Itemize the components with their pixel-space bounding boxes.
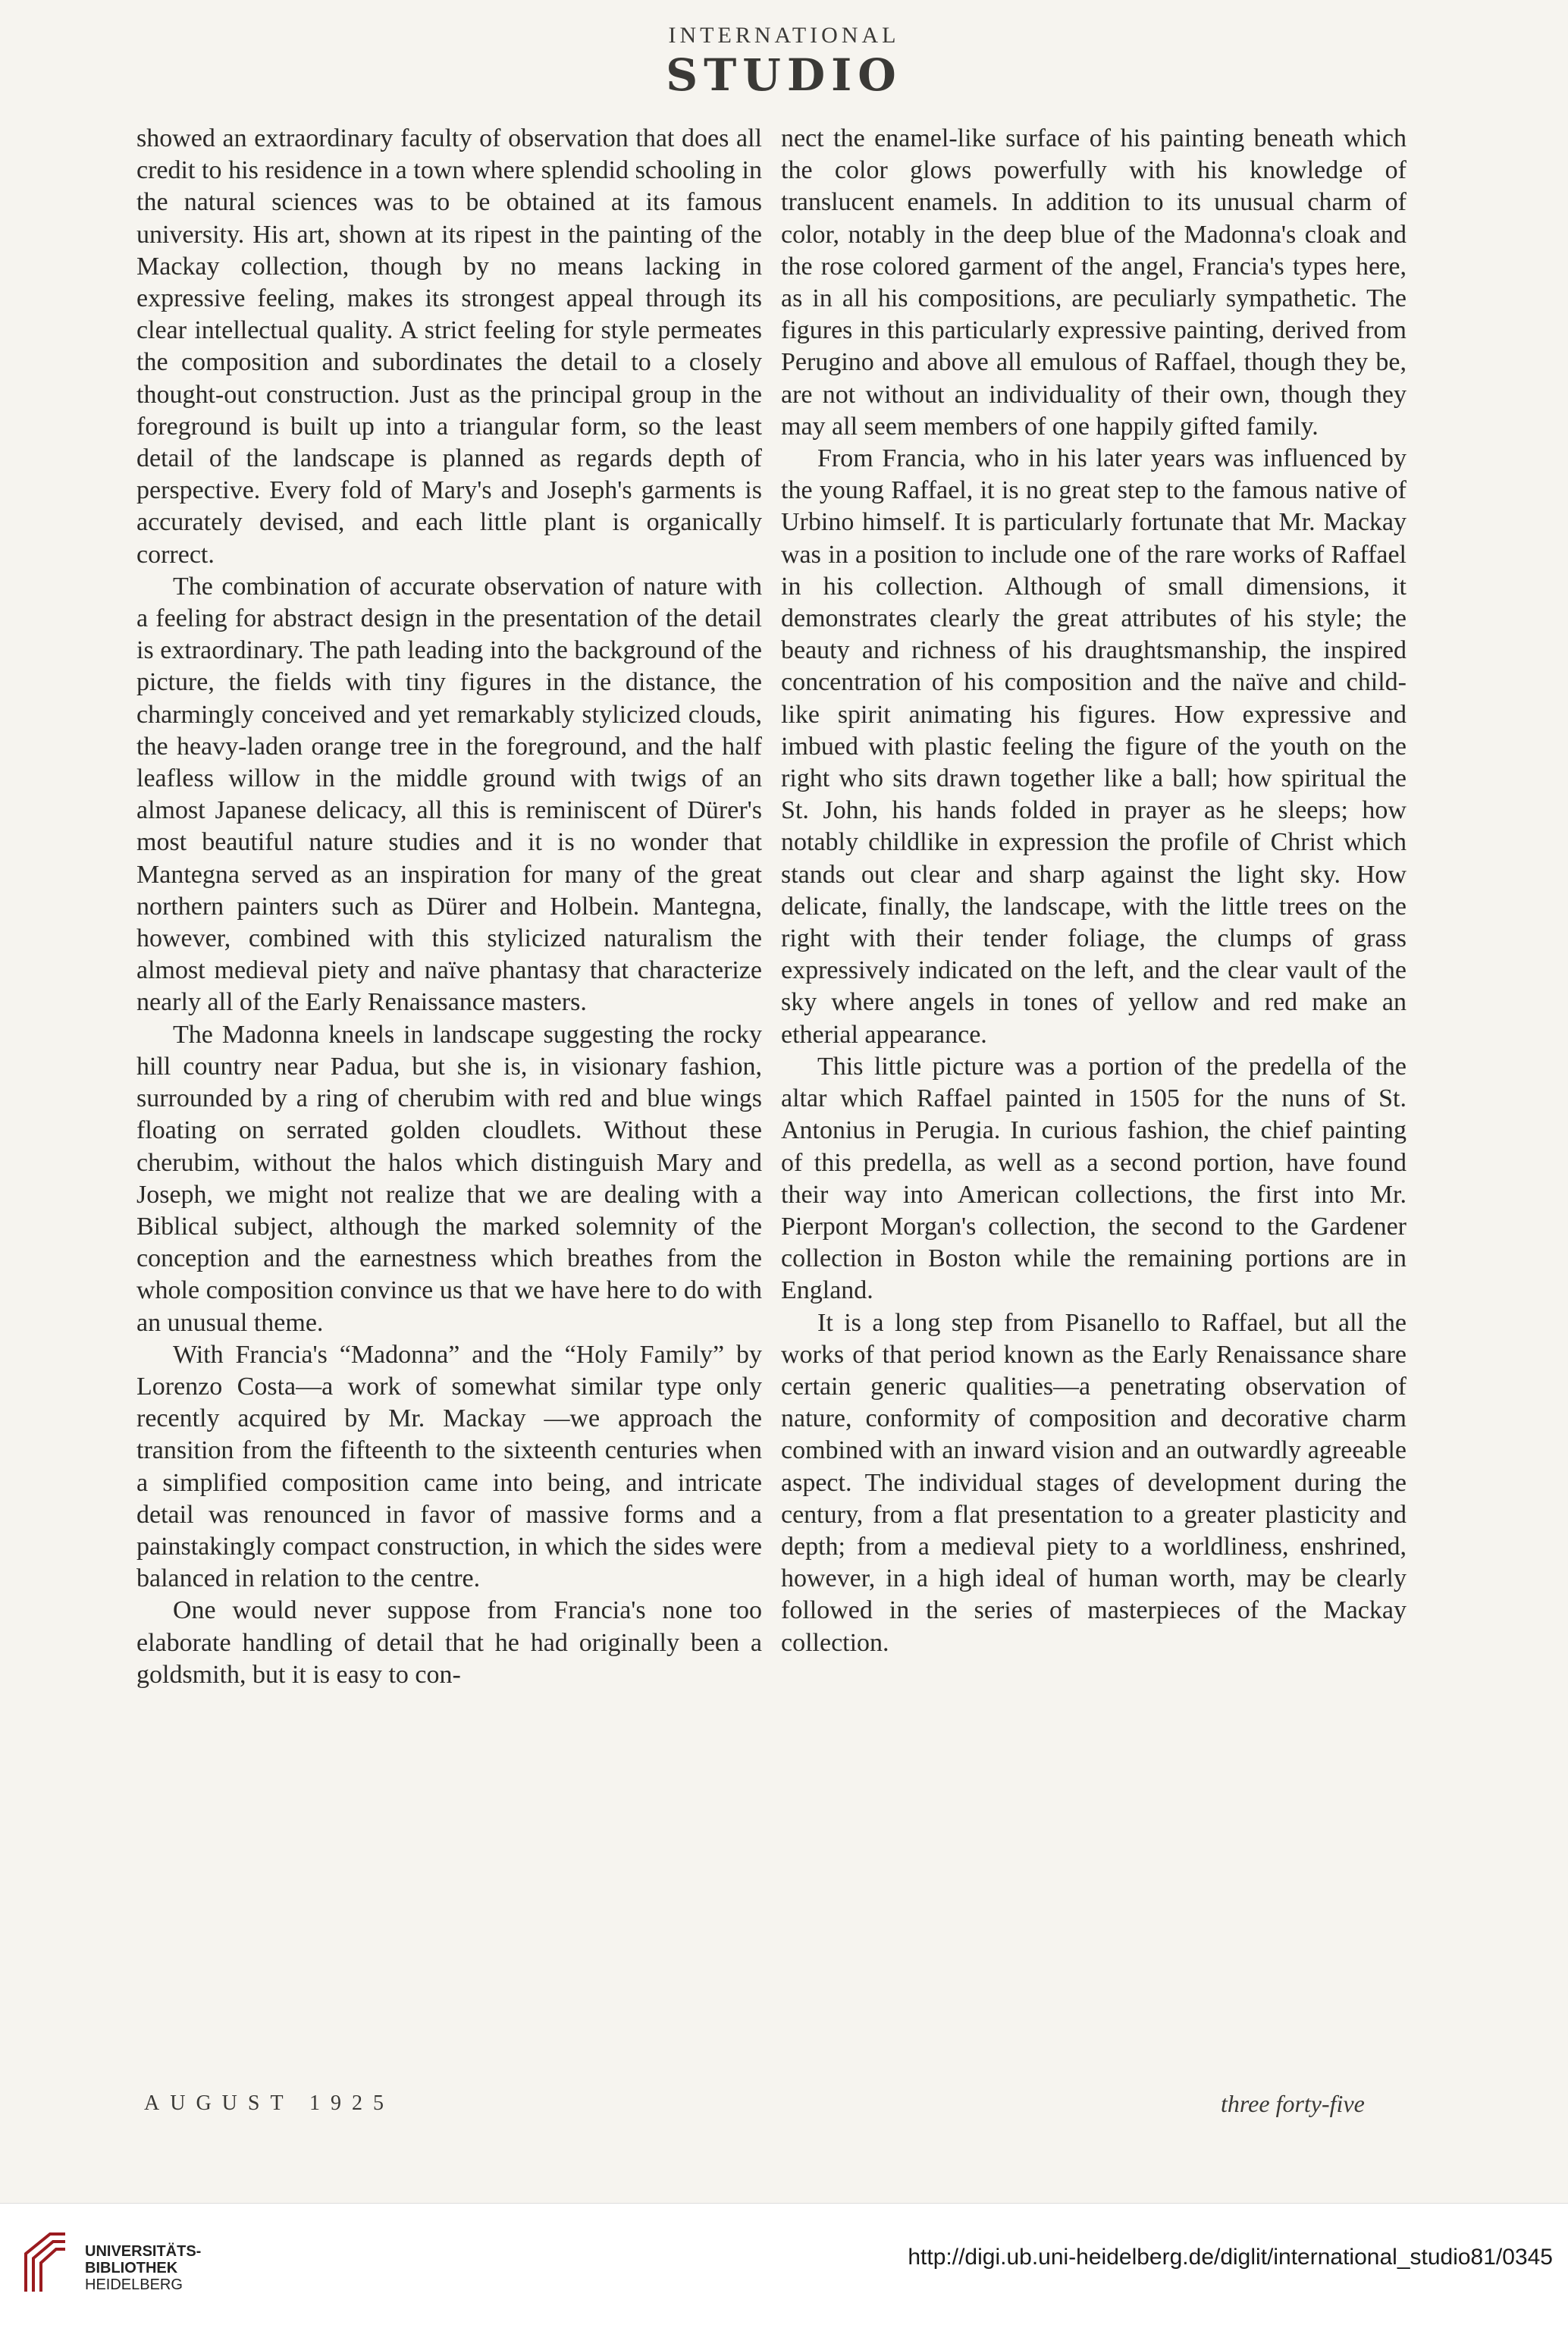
- paragraph: This little picture was a portion of the predella of the altar which Raffael painted in 1505 for the nuns of St. Antonius in Perugia. In curious fashion, the chief painting of this predella, as well as a second portion, have found their way into American collections, the first into Mr. Pierpont Morgan's collection, the second to the Gardener collection in Boston while the remaining portions are in England.: [781, 1052, 1406, 1305]
- masthead-international: INTERNATIONAL: [668, 23, 900, 48]
- paragraph: With Francia's “Madonna” and the “Holy Family” by Lorenzo Costa—a work of somewhat similar type only recently acquired by Mr. Mackay —we approach the transition from the fifteenth to the sixteenth centuries when a simplified composition came into being, and intricate detail was renounced in favor of massive forms and a painstakingly compact construction, in which the sides were balanced in relation to the centre.: [136, 1340, 762, 1593]
- paragraph: From Francia, who in his later years was influenced by the young Raffael, it is no great step to the famous native of Urbino himself. It is particularly fortunate that Mr. Mackay was in a position to include one of the rare works of Raffael in his collection. Although of small dimensions, it demonstrates clearly the great attributes of his style; the beauty and richness of his draughtsmanship, the inspired concentration of his composition and the naïve and child-like spirit animating his figures. How expressive and imbued with plastic feeling the figure of the youth on the right who sits drawn together like a ball; how spiritual the St. John, his hands folded in prayer as he sleeps; how notably childlike in expression the profile of Christ which stands out clear and sharp against the light sky. How delicate, finally, the landscape, with the little trees on the right with their tender foliage, the clumps of grass expressively indicated on the left, and the clear vault of the sky where angels in tones of yellow and red make an etherial appearance.: [781, 444, 1406, 1049]
- paragraph: The combination of accurate observation of nature with a feeling for abstract design in the presentation of the detail is extraordinary. The path leading into the background of the picture, the fields with tiny figures in the distance, the charmingly conceived and yet remarkably stylicized clouds, the heavy-laden orange tree in the foreground, and the half leafless willow in the middle ground with twigs of an almost Japanese delicacy, all this is reminiscent of Dürer's most beautiful nature studies and it is no wonder that Mantegna served as an inspiration for many of the great northern painters such as Dürer and Holbein. Mantegna, however, combined with this stylicized naturalism the almost medieval piety and naïve phantasy that characterize nearly all of the Early Renaissance masters.: [136, 572, 762, 1017]
- paragraph: It is a long step from Pisanello to Raffael, but all the works of that period known as the Early Renaissance share certain generic qualities—a penetrating observation of nature, conformity of composition and decorative charm combined with an inward vision and an outwardly agreeable aspect. The individual stages of development during the century, from a flat presentation to a greater plasticity and depth; from a medieval piety to a worldliness, enshrined, however, in a high ideal of human worth, may be clearly followed in the series of masterpieces of the Mackay collection.: [781, 1308, 1406, 1657]
- library-name: [85, 2243, 201, 2293]
- issue-date: AUGUST 1925: [144, 2091, 395, 2115]
- paragraph: showed an extraordinary faculty of observation that does all credit to his residence in a town where splendid schooling in the natural sciences was to be obtained at its famous university. His art, shown at its ripest in the painting of the Mackay collection, though by no means lacking in expressive feeling, makes its strongest appeal through its clear intellectual quality. A strict feeling for style permeates the composition and subordinates the detail to a closely thought-out construction. Just as the principal group in the foreground is built up into a triangular form, so the least detail of the landscape is planned as regards depth of perspective. Every fold of Mary's and Joseph's garments is accurately devised, and each little plant is organically correct.: [136, 124, 762, 569]
- library-name-line: HEIDELBERG: [85, 2276, 183, 2293]
- right-column: [781, 123, 1406, 1659]
- library-name-line: BIBLIOTHEK: [85, 2260, 178, 2276]
- paragraph: The Madonna kneels in landscape suggesting the rocky hill country near Padua, but she is, in visionary fashion, surrounded by a ring of cherubim with red and blue wings floating on serrated golden cloudlets. Without these cherubim, without the halos which distinguish Mary and Joseph, we might not realize that we are dealing with a Biblical subject, although the marked solemnity of the conception and the earnestness which breathes from the whole composition convince us that we have here to do with an unusual theme.: [136, 1020, 762, 1337]
- page-number: three forty-five: [1221, 2090, 1365, 2117]
- masthead-studio: STUDIO: [666, 49, 902, 101]
- library-name-line: UNIVERSITÄTS-: [85, 2243, 202, 2260]
- library-logo-icon: [20, 2231, 71, 2295]
- paragraph: nect the enamel-like surface of his painting beneath which the color glows powerfully with his knowledge of translucent enamels. In addition to its unusual charm of color, notably in the deep blue of the Madonna's cloak and the rose colored garment of the angel, Francia's types here, as in all his compositions, are peculiarly sympathetic. The figures in this particularly expressive painting, derived from Perugino and above all emulous of Raffael, though they be, are not without an individuality of their own, though they may all seem members of one happily gifted family.: [781, 124, 1406, 441]
- masthead: [0, 21, 1568, 100]
- paragraph: One would never suppose from Francia's none too elaborate handling of detail that he had originally been a goldsmith, but it is easy to con-: [136, 1596, 762, 1689]
- left-column: [136, 123, 762, 1691]
- source-url-link[interactable]: http://digi.ub.uni-heidelberg.de/diglit/international_studio81/0345: [908, 2245, 1553, 2270]
